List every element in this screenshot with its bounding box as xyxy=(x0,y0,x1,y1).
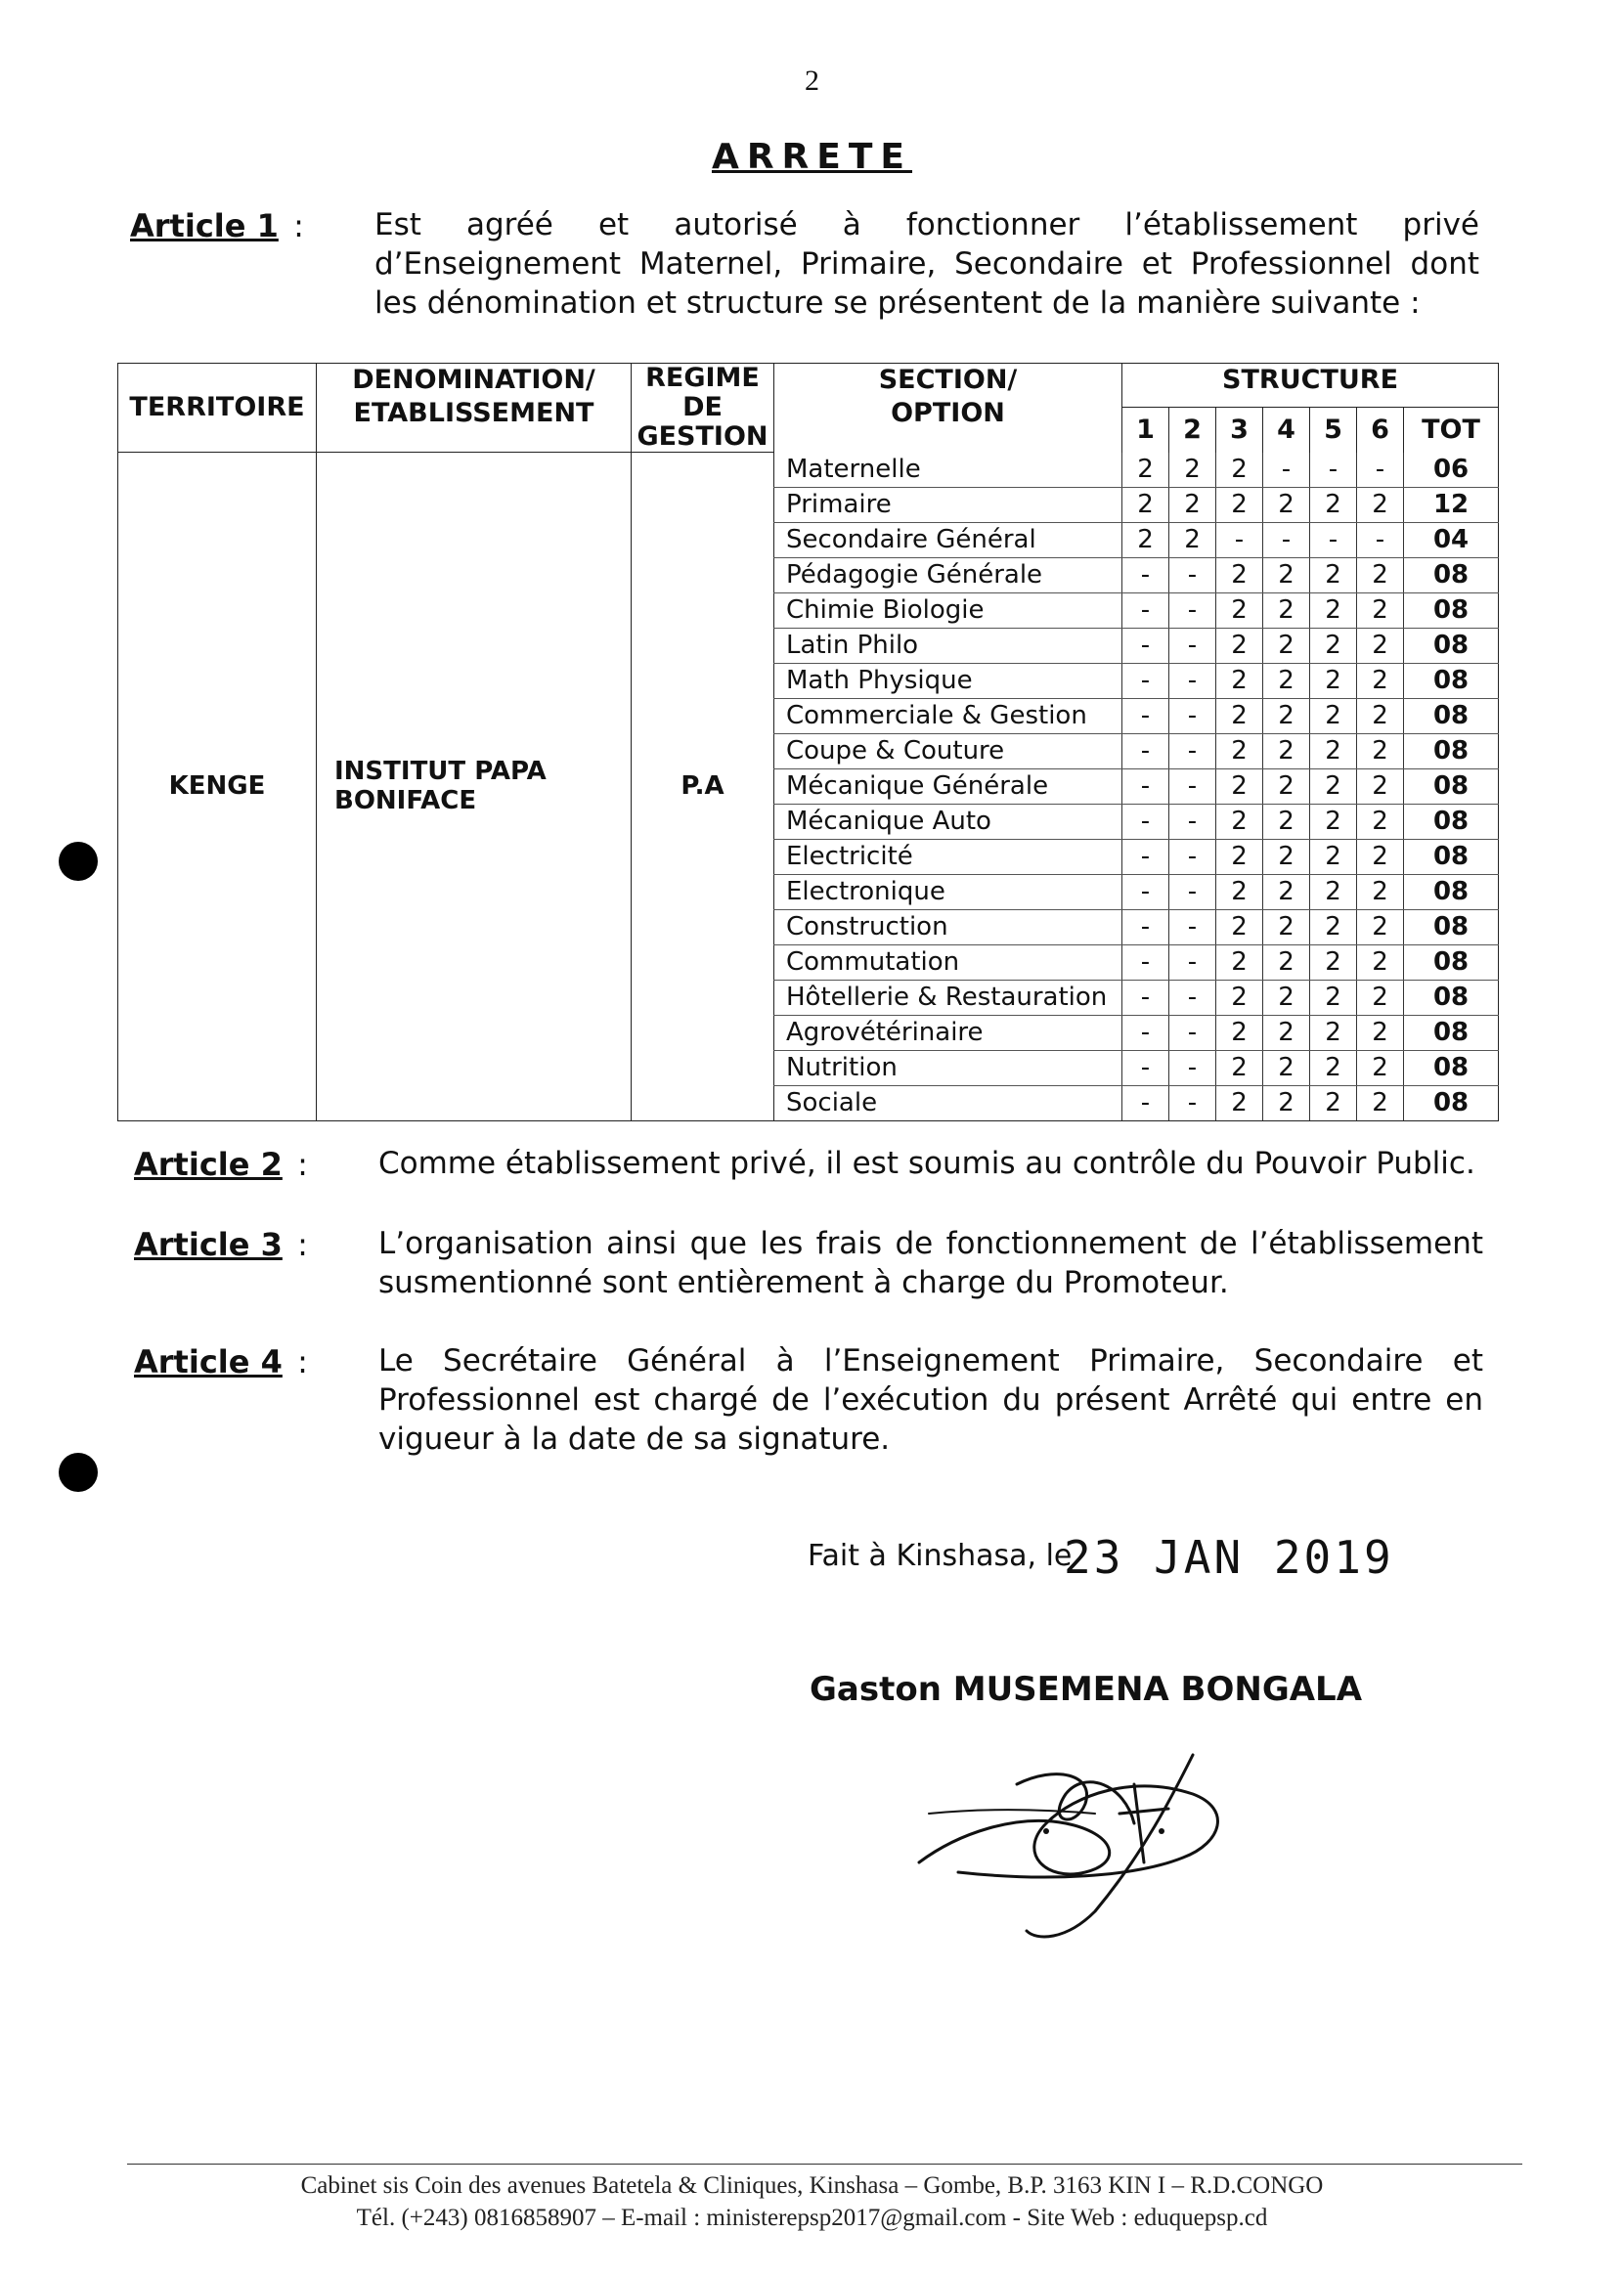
option-cell: Chimie Biologie xyxy=(774,592,1122,628)
page-number: 2 xyxy=(805,65,819,97)
article-4-label: Article 4 xyxy=(134,1343,283,1380)
structure-cell: - xyxy=(1357,453,1404,488)
total-cell: 08 xyxy=(1404,1050,1499,1085)
structure-cell: 2 xyxy=(1216,944,1263,980)
structure-cell: 2 xyxy=(1310,874,1357,909)
structure-cell: 2 xyxy=(1263,557,1310,592)
total-cell: 08 xyxy=(1404,592,1499,628)
header-regime: REGIME DE GESTION xyxy=(632,364,774,453)
structure-cell: 2 xyxy=(1310,592,1357,628)
date-stamp: 23 JAN 2019 xyxy=(1064,1531,1394,1584)
structure-cell: - xyxy=(1122,768,1169,804)
header-col-4: 4 xyxy=(1263,407,1310,452)
structure-cell: - xyxy=(1169,733,1216,768)
structure-cell: 2 xyxy=(1310,980,1357,1015)
header-col-1: 1 xyxy=(1122,407,1169,452)
structure-cell: 2 xyxy=(1216,874,1263,909)
structure-cell: 2 xyxy=(1216,698,1263,733)
fait-label: Fait à Kinshasa, le xyxy=(808,1539,1073,1573)
structure-cell: - xyxy=(1122,557,1169,592)
article-1-heading: Article 1 : xyxy=(130,207,304,244)
structure-cell: 2 xyxy=(1216,909,1263,944)
article-2-text: Comme établissement privé, il est soumis au contrôle du Pouvoir Public. xyxy=(378,1146,1475,1181)
structure-cell: 2 xyxy=(1310,909,1357,944)
structure-cell: 2 xyxy=(1357,909,1404,944)
structure-cell: 2 xyxy=(1310,768,1357,804)
footer-contact: Tél. (+243) 0816858907 – E-mail : ministerepsp2017@gmail.com - Site Web : eduquepsp.cd xyxy=(356,2205,1268,2231)
structure-cell: 2 xyxy=(1216,557,1263,592)
structure-cell: 2 xyxy=(1310,557,1357,592)
option-cell: Latin Philo xyxy=(774,628,1122,663)
handwritten-signature xyxy=(900,1716,1310,1950)
structure-cell: 2 xyxy=(1310,1050,1357,1085)
structure-cell: 2 xyxy=(1263,980,1310,1015)
header-structure: STRUCTURE xyxy=(1122,364,1499,408)
option-cell: Mécanique Générale xyxy=(774,768,1122,804)
option-cell: Commutation xyxy=(774,944,1122,980)
structure-cell: - xyxy=(1169,944,1216,980)
structure-cell: 2 xyxy=(1310,698,1357,733)
option-cell: Math Physique xyxy=(774,663,1122,698)
total-cell: 08 xyxy=(1404,909,1499,944)
structure-cell: - xyxy=(1169,839,1216,874)
structure-cell: 2 xyxy=(1357,663,1404,698)
structure-cell: 2 xyxy=(1169,453,1216,488)
structure-table xyxy=(117,363,1499,1121)
total-cell: 06 xyxy=(1404,453,1499,488)
structure-cell: - xyxy=(1169,909,1216,944)
structure-cell: 2 xyxy=(1263,768,1310,804)
structure-cell: 2 xyxy=(1263,1050,1310,1085)
structure-cell: 2 xyxy=(1357,944,1404,980)
total-cell: 08 xyxy=(1404,663,1499,698)
structure-cell: 2 xyxy=(1263,804,1310,839)
structure-cell: - xyxy=(1169,804,1216,839)
option-cell: Hôtellerie & Restauration xyxy=(774,980,1122,1015)
header-denomination: DENOMINATION/ ETABLISSEMENT xyxy=(317,364,632,453)
structure-cell: 2 xyxy=(1263,628,1310,663)
structure-cell: - xyxy=(1169,1050,1216,1085)
structure-cell: 2 xyxy=(1357,980,1404,1015)
structure-cell: - xyxy=(1122,592,1169,628)
article-2-label: Article 2 xyxy=(134,1146,283,1183)
structure-cell: 2 xyxy=(1263,944,1310,980)
structure-cell: 2 xyxy=(1357,628,1404,663)
structure-cell: 2 xyxy=(1263,874,1310,909)
option-cell: Pédagogie Générale xyxy=(774,557,1122,592)
structure-cell: - xyxy=(1169,592,1216,628)
option-cell: Electricité xyxy=(774,839,1122,874)
structure-cell: 2 xyxy=(1122,522,1169,557)
structure-cell: 2 xyxy=(1216,1015,1263,1050)
structure-cell: - xyxy=(1122,874,1169,909)
article-3-heading: Article 3 : xyxy=(134,1226,308,1263)
structure-cell: 2 xyxy=(1263,698,1310,733)
structure-cell: - xyxy=(1169,874,1216,909)
structure-cell: - xyxy=(1122,628,1169,663)
total-cell: 08 xyxy=(1404,557,1499,592)
option-cell: Secondaire Général xyxy=(774,522,1122,557)
total-cell: 12 xyxy=(1404,487,1499,522)
structure-cell: 2 xyxy=(1263,909,1310,944)
structure-cell: - xyxy=(1122,1050,1169,1085)
option-cell: Electronique xyxy=(774,874,1122,909)
structure-cell: 2 xyxy=(1216,663,1263,698)
article-3-label: Article 3 xyxy=(134,1226,283,1263)
structure-cell: 2 xyxy=(1357,1015,1404,1050)
structure-cell: 2 xyxy=(1310,628,1357,663)
structure-cell: 2 xyxy=(1357,1085,1404,1120)
structure-cell: 2 xyxy=(1216,487,1263,522)
structure-cell: - xyxy=(1122,663,1169,698)
footer-address: Cabinet sis Coin des avenues Batetela & Cliniques, Kinshasa – Gombe, B.P. 3163 KIN I – R.D.CONGO xyxy=(300,2172,1324,2199)
structure-cell: 2 xyxy=(1357,557,1404,592)
article-4-heading: Article 4 : xyxy=(134,1343,308,1380)
header-col-tot: TOT xyxy=(1404,407,1499,452)
territoire-cell: KENGE xyxy=(118,453,317,1121)
place-date-line xyxy=(808,1539,1072,1573)
structure-cell: - xyxy=(1122,1015,1169,1050)
structure-cell: 2 xyxy=(1216,592,1263,628)
structure-cell: 2 xyxy=(1357,698,1404,733)
structure-cell: - xyxy=(1169,980,1216,1015)
option-cell: Primaire xyxy=(774,487,1122,522)
structure-cell: 2 xyxy=(1169,522,1216,557)
structure-cell: 2 xyxy=(1357,487,1404,522)
structure-cell: 2 xyxy=(1169,487,1216,522)
structure-cell: - xyxy=(1169,628,1216,663)
structure-cell: - xyxy=(1310,522,1357,557)
total-cell: 08 xyxy=(1404,980,1499,1015)
punch-hole xyxy=(59,842,98,881)
structure-cell: 2 xyxy=(1357,768,1404,804)
structure-cell: - xyxy=(1169,698,1216,733)
etablissement-cell: INSTITUT PAPA BONIFACE xyxy=(317,453,632,1121)
structure-cell: 2 xyxy=(1310,944,1357,980)
structure-cell: 2 xyxy=(1357,804,1404,839)
option-cell: Maternelle xyxy=(774,453,1122,488)
signatory-name: Gaston MUSEMENA BONGALA xyxy=(810,1670,1363,1709)
total-cell: 08 xyxy=(1404,733,1499,768)
structure-cell: 2 xyxy=(1357,1050,1404,1085)
structure-cell: - xyxy=(1169,768,1216,804)
structure-cell: - xyxy=(1122,733,1169,768)
structure-cell: 2 xyxy=(1216,733,1263,768)
structure-cell: 2 xyxy=(1216,768,1263,804)
structure-cell: 2 xyxy=(1122,453,1169,488)
structure-cell: 2 xyxy=(1357,733,1404,768)
structure-cell: 2 xyxy=(1216,1085,1263,1120)
structure-cell: - xyxy=(1122,980,1169,1015)
option-cell: Commerciale & Gestion xyxy=(774,698,1122,733)
document-title: ARRETE xyxy=(711,137,913,177)
structure-cell: 2 xyxy=(1263,733,1310,768)
option-cell: Nutrition xyxy=(774,1050,1122,1085)
total-cell: 04 xyxy=(1404,522,1499,557)
structure-cell: 2 xyxy=(1216,980,1263,1015)
structure-cell: 2 xyxy=(1357,592,1404,628)
total-cell: 08 xyxy=(1404,768,1499,804)
structure-cell: 2 xyxy=(1357,839,1404,874)
structure-cell: 2 xyxy=(1263,1015,1310,1050)
total-cell: 08 xyxy=(1404,1085,1499,1120)
structure-cell: 2 xyxy=(1122,487,1169,522)
structure-cell: 2 xyxy=(1310,1085,1357,1120)
structure-cell: 2 xyxy=(1263,1085,1310,1120)
total-cell: 08 xyxy=(1404,698,1499,733)
regime-cell: P.A xyxy=(632,453,774,1121)
total-cell: 08 xyxy=(1404,804,1499,839)
header-col-5: 5 xyxy=(1310,407,1357,452)
header-territoire: TERRITOIRE xyxy=(118,364,317,453)
option-cell: Sociale xyxy=(774,1085,1122,1120)
total-cell: 08 xyxy=(1404,874,1499,909)
structure-cell: 2 xyxy=(1216,1050,1263,1085)
structure-cell: - xyxy=(1263,453,1310,488)
structure-cell: - xyxy=(1122,1085,1169,1120)
structure-cell: - xyxy=(1263,522,1310,557)
structure-cell: 2 xyxy=(1310,839,1357,874)
total-cell: 08 xyxy=(1404,839,1499,874)
structure-cell: 2 xyxy=(1310,733,1357,768)
header-section: SECTION/ OPTION xyxy=(774,364,1122,453)
structure-cell: 2 xyxy=(1263,487,1310,522)
structure-cell: - xyxy=(1357,522,1404,557)
structure-cell: 2 xyxy=(1216,628,1263,663)
structure-cell: - xyxy=(1122,909,1169,944)
structure-table-body xyxy=(118,453,1499,1121)
structure-cell: 2 xyxy=(1263,663,1310,698)
structure-cell: 2 xyxy=(1357,874,1404,909)
punch-hole xyxy=(59,1453,98,1492)
structure-cell: - xyxy=(1169,663,1216,698)
structure-cell: 2 xyxy=(1310,1015,1357,1050)
structure-cell: 2 xyxy=(1263,592,1310,628)
structure-cell: 2 xyxy=(1310,487,1357,522)
option-cell: Mécanique Auto xyxy=(774,804,1122,839)
header-col-2: 2 xyxy=(1169,407,1216,452)
article-3-text: L’organisation ainsi que les frais de fonctionnement de l’établissement susmentionné sont entièrement à charge du Promoteur. xyxy=(378,1226,1483,1300)
option-cell: Agrovétérinaire xyxy=(774,1015,1122,1050)
structure-cell: - xyxy=(1169,557,1216,592)
structure-cell: - xyxy=(1169,1015,1216,1050)
article-1-text: Est agréé et autorisé à fonctionner l’établissement privé d’Enseignement Maternel, Primaire, Secondaire et Professionnel dont les dénomination et structure se présentent de la manière suivante : xyxy=(374,207,1479,321)
header-col-3: 3 xyxy=(1216,407,1263,452)
footer-divider xyxy=(127,2164,1522,2165)
structure-cell: - xyxy=(1216,522,1263,557)
option-cell: Coupe & Couture xyxy=(774,733,1122,768)
structure-cell: 2 xyxy=(1216,804,1263,839)
structure-cell: - xyxy=(1122,944,1169,980)
structure-cell: 2 xyxy=(1216,453,1263,488)
structure-cell: - xyxy=(1122,839,1169,874)
structure-cell: - xyxy=(1169,1085,1216,1120)
structure-cell: - xyxy=(1122,804,1169,839)
structure-cell: 2 xyxy=(1310,663,1357,698)
table-row xyxy=(118,453,1499,488)
article-4-text: Le Secrétaire Général à l’Enseignement Primaire, Secondaire et Professionnel est chargé de l’exécution du présent Arrêté qui entre en vigueur à la date de sa signature. xyxy=(378,1343,1483,1457)
structure-cell: 2 xyxy=(1216,839,1263,874)
total-cell: 08 xyxy=(1404,944,1499,980)
header-col-6: 6 xyxy=(1357,407,1404,452)
option-cell: Construction xyxy=(774,909,1122,944)
structure-cell: - xyxy=(1122,698,1169,733)
total-cell: 08 xyxy=(1404,628,1499,663)
article-2-heading: Article 2 : xyxy=(134,1146,308,1183)
structure-cell: 2 xyxy=(1310,804,1357,839)
total-cell: 08 xyxy=(1404,1015,1499,1050)
structure-cell: - xyxy=(1310,453,1357,488)
article-1-label: Article 1 xyxy=(130,207,279,244)
structure-cell: 2 xyxy=(1263,839,1310,874)
